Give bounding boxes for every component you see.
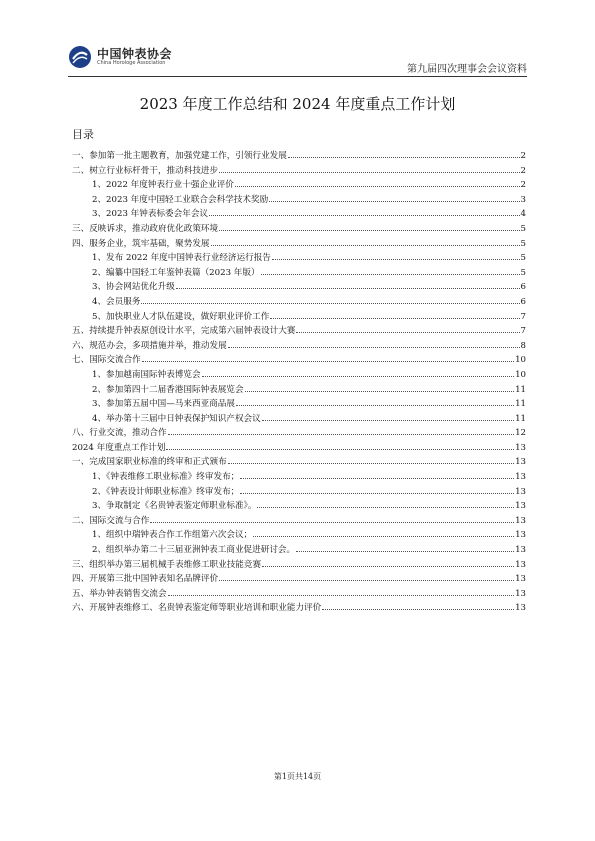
toc-entry[interactable] [72,558,526,573]
toc-entry[interactable] [72,280,526,295]
toc-entry-title: 二、树立行业标杆骨干，推动科技进步 [72,165,219,176]
toc-entry-title: 三、反映诉求，推动政府优化政策环境 [72,223,219,234]
toc-entry-title: 六、开展钟表维修工、名贵钟表鉴定师等职业培训和职业能力评价 [72,603,322,614]
toc-entry[interactable] [72,164,526,179]
toc-entry-page: 12 [515,428,526,439]
toc-entry-title: 七、国际交流合作 [72,355,141,366]
toc-leader-dots [235,186,520,187]
toc-entry-page: 6 [520,296,526,307]
toc-entry-page: 7 [520,311,526,322]
toc-leader-dots [261,274,520,275]
toc-entry-title: 五、持续提升钟表原创设计水平，完成第六届钟表设计大赛 [72,326,296,337]
toc-entry-title: 五、举办钟表销售交流会 [72,588,167,599]
toc-entry[interactable] [72,339,526,354]
toc-entry-title: 4、会员服务 [92,296,141,307]
toc-entry-page: 11 [515,413,526,424]
toc-leader-dots [150,522,514,523]
toc-entry-page: 13 [515,559,526,570]
toc-entry-title: 3、争取制定《名贵钟表鉴定师职业标准》。 [92,501,257,512]
toc-entry[interactable] [72,572,526,587]
toc-leader-dots [240,493,514,494]
toc-entry-page: 13 [515,472,526,483]
toc-leader-dots [219,580,514,581]
toc-entry[interactable] [72,485,526,500]
toc-leader-dots [202,376,514,377]
toc-entry-page: 5 [520,238,526,249]
toc-entry-page: 11 [515,399,526,410]
toc-entry-page: 13 [515,486,526,497]
toc-entry[interactable] [72,353,526,368]
toc-entry-title: 3、参加第五届中国—马来西亚商品展 [92,399,235,410]
toc-leader-dots [168,434,515,435]
toc-entry-page: 13 [515,501,526,512]
toc-entry-page: 13 [515,530,526,541]
association-emblem-icon [68,45,92,69]
toc-entry-title: 四、开展第三批中国钟表知名品牌评价 [72,574,219,585]
logo-chinese-name: 中国钟表协会 [97,47,173,61]
toc-entry-title: 5、加快职业人才队伍建设，做好职业评价工作 [92,311,270,322]
toc-entry-page: 5 [520,223,526,234]
toc-entry-page: 13 [515,545,526,556]
toc-entry[interactable] [72,587,526,602]
toc-entry-title: 三、组织举办第三届机械手表维修工职业技能竞赛 [72,559,262,570]
toc-leader-dots [288,157,520,158]
toc-entry-title: 2、《钟表设计师职业标准》终审发布； [92,486,240,497]
toc-entry[interactable] [72,324,526,339]
toc-leader-dots [142,361,514,362]
page-footer: 第1页共14页 [273,772,322,781]
toc-leader-dots [262,566,514,567]
toc-entry[interactable] [72,455,526,470]
toc-entry-title: 2、参加第四十二届香港国际钟表展览会 [92,384,244,395]
toc-leader-dots [209,215,520,216]
toc-entry-title: 1、参加越南国际钟表博览会 [92,369,201,380]
toc-entry[interactable] [72,528,526,543]
toc-leader-dots [253,536,514,537]
toc-entry-title: 3、2023 年钟表标委会年会议 [92,209,209,220]
toc-entry[interactable] [72,368,526,383]
toc-leader-dots [228,463,514,464]
toc-entry[interactable] [72,193,526,208]
toc-entry-page: 13 [515,588,526,599]
table-of-contents [72,149,526,616]
toc-entry-title: 1、发布 2022 年度中国钟表行业经济运行报告 [92,253,271,264]
toc-entry-page: 2 [520,180,526,191]
toc-leader-dots [166,449,514,450]
toc-entry-title: 2、2023 年度中国轻工业联合会科学技术奖励 [92,194,269,205]
toc-entry-page: 2 [520,165,526,176]
toc-entry-title: 六、规范办会，多项措施并举，推动发展 [72,340,227,351]
toc-entry-title: 四、服务企业，筑牢基础，聚势发展 [72,238,210,249]
meeting-label: 第九届四次理事会会议资料 [407,64,527,75]
toc-entry[interactable] [72,426,526,441]
toc-entry-title: 2、编纂中国轻工年鉴钟表篇（2023 年版） [92,267,260,278]
toc-entry-title: 3、协会网站优化升级 [92,282,175,293]
toc-entry[interactable] [72,251,526,266]
toc-entry-page: 5 [520,267,526,278]
toc-entry-page: 13 [515,457,526,468]
toc-leader-dots [296,332,519,333]
toc-entry[interactable] [72,397,526,412]
toc-entry-page: 10 [515,369,526,380]
association-logo [68,44,208,70]
toc-entry[interactable] [72,149,526,164]
toc-entry[interactable] [72,514,526,529]
toc-leader-dots [219,230,519,231]
toc-entry-title: 八、行业交流，推动合作 [72,428,167,439]
toc-entry-title: 一、参加第一批主题教育，加强党建工作，引领行业发展 [72,151,287,161]
toc-leader-dots [240,478,514,479]
toc-entry[interactable] [72,470,526,485]
toc-entry-title: 1、2022 年度钟表行业十强企业评价 [92,180,234,191]
toc-entry-page: 2 [520,151,526,161]
toc-entry-title: 1、《钟表维修工职业标准》终审发布； [92,472,240,483]
toc-entry-page: 11 [515,384,526,395]
toc-leader-dots [168,595,515,596]
toc-leader-dots [228,347,520,348]
toc-entry[interactable] [72,310,526,325]
toc-entry[interactable] [72,543,526,558]
toc-entry-page: 6 [520,282,526,293]
toc-leader-dots [176,288,520,289]
toc-entry[interactable] [72,295,526,310]
toc-leader-dots [219,172,519,173]
toc-leader-dots [322,609,514,610]
toc-entry-page: 13 [515,574,526,585]
toc-entry[interactable] [72,207,526,222]
toc-entry-page: 8 [520,340,526,351]
toc-leader-dots [211,245,520,246]
toc-leader-dots [262,420,514,421]
toc-entry-page: 7 [520,326,526,337]
toc-entry-title: 4、举办第十三届中日钟表保护知识产权会议 [92,413,261,424]
toc-entry-title: 2、组织举办第二十三届亚洲钟表工商业促进研讨会。 [92,545,296,556]
toc-entry[interactable] [72,237,526,252]
toc-entry[interactable] [72,412,526,427]
toc-entry-title: 2024 年度重点工作计划 [72,442,166,453]
toc-entry-title: 1、组织中瑞钟表合作工作组第六次会议； [92,530,253,541]
toc-entry[interactable] [72,499,526,514]
toc-entry-title: 一、完成国家职业标准的终审和正式颁布 [72,457,227,468]
document-title: 2023 年度工作总结和 2024 年度重点工作计划 [139,95,456,113]
toc-entry[interactable] [72,178,526,193]
toc-leader-dots [236,405,514,406]
toc-leader-dots [270,318,519,319]
toc-entry-page: 3 [520,194,526,205]
toc-entry-page: 10 [515,355,526,366]
toc-leader-dots [141,303,519,304]
toc-leader-dots [296,551,514,552]
toc-entry-page: 4 [520,209,526,220]
toc-entry[interactable] [72,383,526,398]
toc-entry-page: 5 [520,253,526,264]
toc-leader-dots [257,507,514,508]
toc-leader-dots [245,391,515,392]
toc-entry[interactable] [72,222,526,237]
toc-leader-dots [269,201,519,202]
toc-entry-page: 13 [515,603,526,614]
toc-leader-dots [272,259,520,260]
header-divider [68,76,527,77]
toc-entry[interactable] [72,601,526,616]
logo-english-name: China Horologe Association [97,60,166,66]
toc-entry[interactable] [72,441,526,456]
toc-entry-page: 13 [515,442,526,453]
toc-heading: 目录 [72,128,94,141]
toc-entry-title: 二、国际交流与合作 [72,515,150,526]
toc-entry[interactable] [72,266,526,281]
toc-entry-page: 13 [515,515,526,526]
